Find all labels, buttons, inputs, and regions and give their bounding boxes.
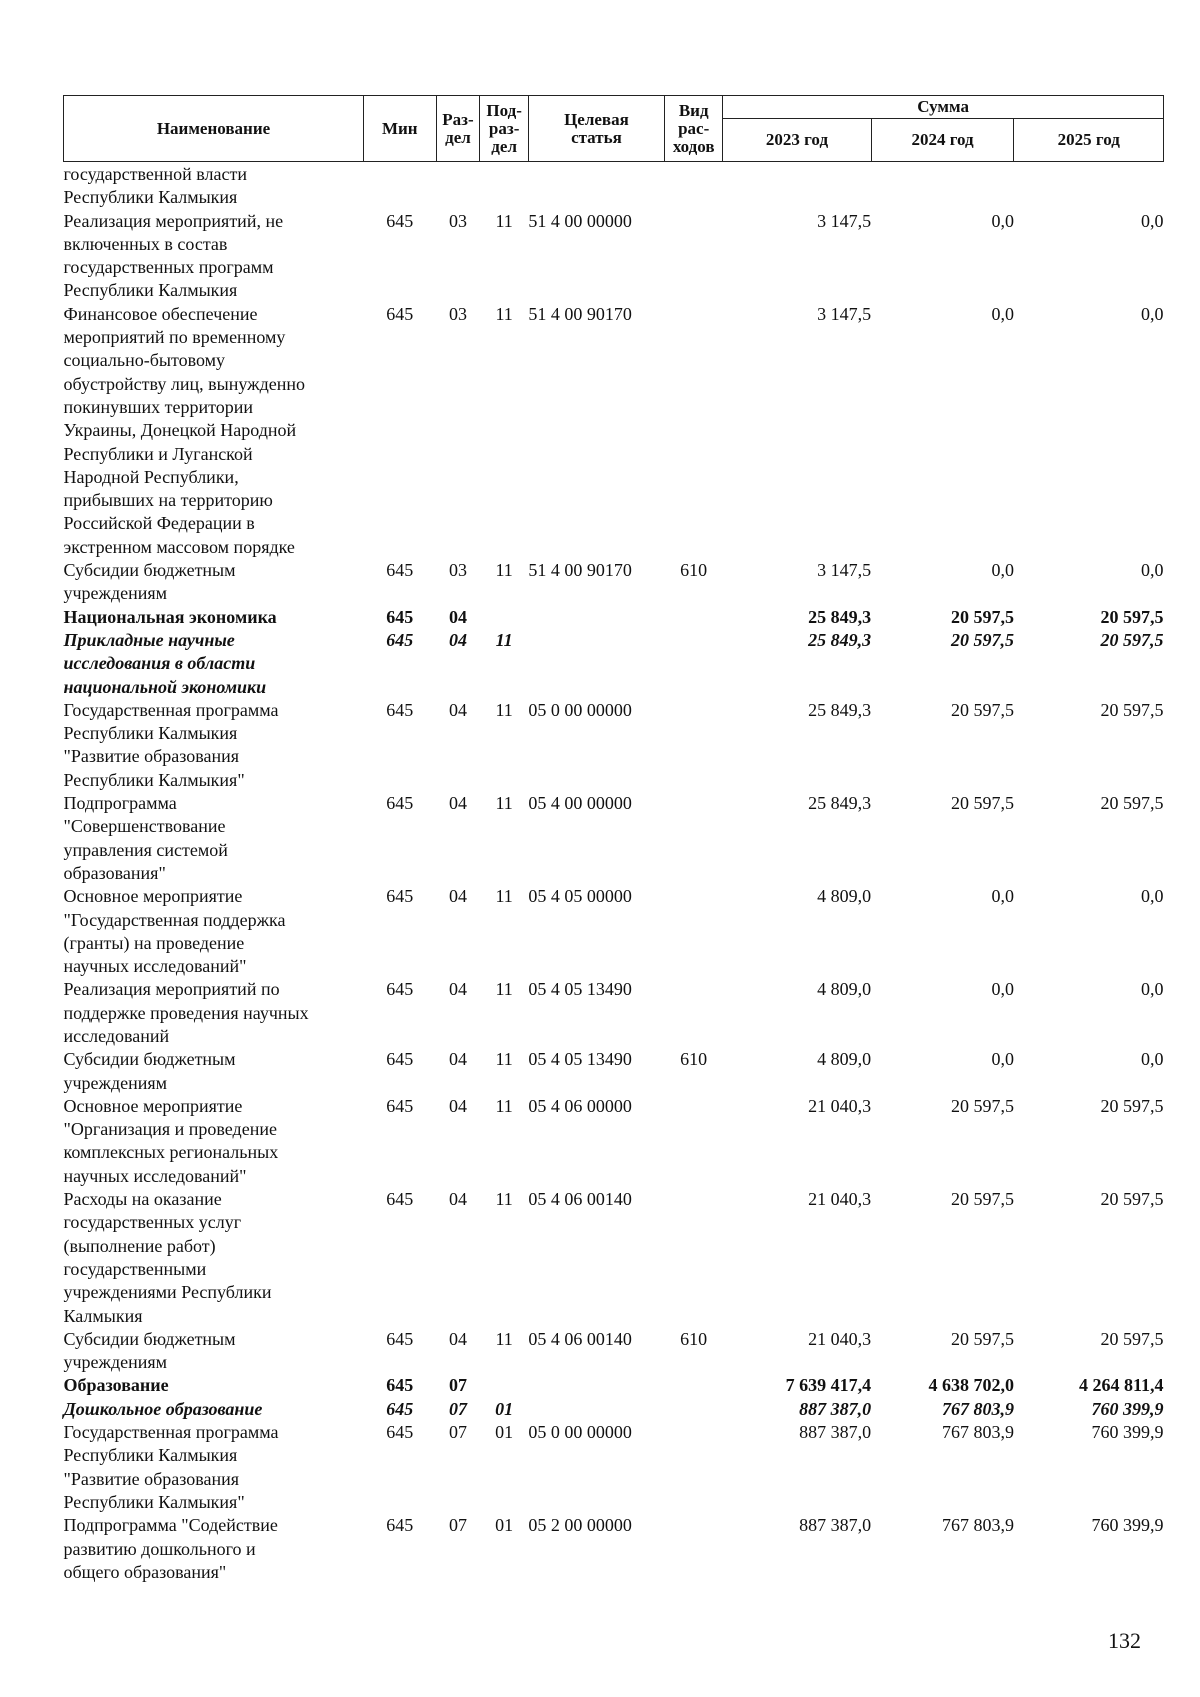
cell-name: Субсидии бюджетным учреждениям [63,1049,236,1093]
cell-2025: 0,0 [1141,1049,1164,1070]
cell-2025: 20 597,5 [1100,1189,1164,1210]
cell-razdel: 04 [448,1189,467,1210]
header-target: Целевая статья [528,96,664,162]
cell-podrazdel [480,606,528,629]
cell-name: Субсидии бюджетным учреждениям [63,560,236,604]
cell-2024 [871,162,1014,210]
table-row [64,1514,1164,1584]
cell-2024: 767 803,9 [941,1422,1014,1443]
cell-target [528,1398,664,1421]
cell-min: 645 [386,606,414,627]
cell-name: Государственная программа Республики Калмыкия "Развитие образования Республики Калмыкия" [63,699,279,790]
cell-vid [665,629,723,699]
cell-vid: 610 [680,560,708,581]
cell-2023: 887 387,0 [799,1515,872,1536]
cell-2025: 20 597,5 [1100,793,1164,814]
cell-razdel: 04 [448,1328,467,1349]
table-row [64,606,1164,629]
cell-target: 05 4 06 00140 [528,1189,632,1210]
cell-min: 645 [386,629,414,650]
cell-min: 645 [386,1398,414,1419]
cell-target: 05 4 05 13490 [528,1049,632,1070]
cell-2025: 20 597,5 [1100,1095,1164,1116]
cell-2023: 25 849,3 [808,793,872,814]
table-row [64,1188,1164,1328]
table-row [64,1374,1164,1397]
cell-razdel: 07 [448,1515,467,1536]
table-row [64,303,1164,559]
cell-2024: 4 638 702,0 [928,1375,1014,1396]
cell-target: 05 4 06 00000 [528,1095,632,1116]
table-row [64,629,1164,699]
cell-target: 05 4 00 00000 [528,793,632,814]
cell-vid [665,1421,723,1514]
header-2025: 2025 год [1014,119,1164,162]
header-summa: Сумма [723,96,1164,119]
cell-podrazdel: 11 [495,699,513,720]
cell-name: Национальная экономика [63,606,277,627]
cell-2025 [1014,162,1164,210]
cell-target: 51 4 00 00000 [528,210,632,231]
budget-table [63,95,1164,1584]
cell-min: 645 [386,1189,414,1210]
table-row [64,1398,1164,1421]
cell-vid [665,1514,723,1584]
cell-2024: 0,0 [991,303,1014,324]
cell-name: Финансовое обеспечение мероприятий по временному социально-бытовому обустройству лиц, вынужденно покинувших территории Украины, Донецкой Народной Республики и Луганской Народной Республики, прибывших на территорию Российской Федерации в экстренном массовом порядке [63,303,306,557]
header-2024: 2024 год [871,119,1014,162]
cell-razdel: 04 [448,606,467,627]
cell-2023: 3 147,5 [817,210,872,231]
cell-2025: 4 264 811,4 [1078,1375,1164,1396]
cell-2025: 20 597,5 [1100,629,1164,650]
table-row [64,210,1164,303]
cell-2025: 0,0 [1141,303,1164,324]
cell-target: 05 4 05 00000 [528,886,632,907]
cell-target: 05 4 05 13490 [528,979,632,1000]
table-row [64,885,1164,978]
cell-podrazdel: 11 [495,1328,513,1349]
cell-razdel: 04 [448,1049,467,1070]
cell-podrazdel: 11 [495,1095,513,1116]
table-row [64,162,1164,210]
cell-2023: 25 849,3 [808,699,872,720]
cell-2024: 0,0 [991,1049,1014,1070]
cell-vid: 610 [680,1049,708,1070]
cell-target: 05 2 00 00000 [528,1515,632,1536]
cell-min: 645 [386,1375,414,1396]
cell-vid [665,606,723,629]
cell-razdel [436,162,480,210]
table-row [64,1421,1164,1514]
header-name: Наименование [64,96,364,162]
cell-min: 645 [386,1422,414,1443]
cell-target [528,606,664,629]
table-row [64,1095,1164,1188]
cell-2024: 20 597,5 [950,1095,1014,1116]
cell-2024: 20 597,5 [950,699,1014,720]
cell-name: Дошкольное образование [63,1398,263,1419]
cell-target: 05 0 00 00000 [528,1422,632,1443]
cell-2025: 760 399,9 [1091,1422,1164,1443]
cell-min: 645 [386,210,414,231]
cell-vid [665,1374,723,1397]
cell-name: государственной власти Республики Калмыкия [63,164,248,208]
cell-podrazdel [480,1374,528,1397]
table-row [64,699,1164,792]
cell-2024: 0,0 [991,210,1014,231]
cell-2024: 20 597,5 [950,629,1014,650]
cell-vid [665,162,723,210]
cell-vid [665,885,723,978]
cell-min: 645 [386,1515,414,1536]
cell-name: Подпрограмма "Содействие развитию дошкольного и общего образования" [63,1515,278,1582]
cell-min: 645 [386,793,414,814]
header-podrazdel: Под- раз- дел [480,96,528,162]
cell-vid [665,210,723,303]
cell-2023: 25 849,3 [808,606,872,627]
cell-razdel: 03 [448,210,467,231]
cell-target [528,1374,664,1397]
cell-podrazdel: 11 [495,560,513,581]
cell-vid [665,303,723,559]
cell-2023: 21 040,3 [808,1189,872,1210]
cell-min: 645 [386,1049,414,1070]
cell-vid [665,1095,723,1188]
cell-2023 [723,162,871,210]
cell-podrazdel: 11 [495,886,513,907]
header-razdel: Раз- дел [436,96,480,162]
cell-razdel: 07 [448,1375,467,1396]
cell-vid [665,1188,723,1328]
cell-name: Подпрограмма "Совершенствование управления системой образования" [63,793,228,883]
cell-2023: 21 040,3 [808,1095,872,1116]
header-vid: Вид рас- ходов [665,96,723,162]
cell-min: 645 [386,1328,414,1349]
cell-2025: 0,0 [1141,560,1164,581]
header-min: Мин [364,96,437,162]
cell-vid [665,699,723,792]
cell-podrazdel: 11 [495,1049,513,1070]
header-2023: 2023 год [723,119,871,162]
cell-2025: 20 597,5 [1100,699,1164,720]
cell-min: 645 [386,1095,414,1116]
cell-2024: 767 803,9 [941,1515,1014,1536]
cell-2024: 20 597,5 [950,793,1014,814]
cell-2023: 21 040,3 [808,1328,872,1349]
cell-2024: 767 803,9 [941,1398,1014,1419]
cell-podrazdel: 11 [495,629,513,650]
cell-vid [665,978,723,1048]
cell-2024: 0,0 [991,979,1014,1000]
cell-2024: 0,0 [991,886,1014,907]
table-row [64,978,1164,1048]
cell-target [528,162,664,210]
cell-2023: 887 387,0 [799,1422,872,1443]
table-body [64,162,1164,1585]
cell-podrazdel: 01 [495,1515,514,1536]
cell-2023: 4 809,0 [817,979,872,1000]
cell-vid [665,792,723,885]
cell-name: Основное мероприятие "Государственная поддержка (гранты) на проведение научных исследований" [63,886,286,977]
cell-2023: 25 849,3 [808,629,872,650]
cell-2024: 20 597,5 [950,1189,1014,1210]
cell-podrazdel [480,162,528,210]
cell-2025: 760 399,9 [1091,1515,1164,1536]
cell-2025: 0,0 [1141,886,1164,907]
cell-podrazdel: 11 [495,210,513,231]
cell-min: 645 [386,979,414,1000]
cell-2025: 760 399,9 [1091,1398,1164,1419]
cell-podrazdel: 11 [495,1189,513,1210]
cell-vid [665,1398,723,1421]
table-row [64,1328,1164,1375]
cell-razdel: 03 [448,560,467,581]
cell-vid: 610 [680,1328,708,1349]
cell-name: Государственная программа Республики Калмыкия "Развитие образования Республики Калмыкия" [63,1422,279,1512]
cell-2024: 20 597,5 [950,606,1014,627]
cell-2023: 7 639 417,4 [785,1375,872,1396]
cell-razdel: 04 [448,793,467,814]
cell-2024: 20 597,5 [950,1328,1014,1349]
cell-target: 51 4 00 90170 [528,303,632,324]
cell-podrazdel: 11 [495,979,513,1000]
cell-name: Прикладные научные исследования в области национальной экономики [63,629,267,697]
cell-name: Основное мероприятие "Организация и проведение комплексных региональных научных исследований" [63,1095,279,1186]
cell-2025: 0,0 [1141,979,1164,1000]
cell-min: 645 [386,303,414,324]
cell-podrazdel: 01 [495,1398,514,1419]
cell-2023: 4 809,0 [817,1049,872,1070]
cell-min [364,162,437,210]
cell-razdel: 04 [448,629,467,650]
cell-podrazdel: 01 [495,1422,514,1443]
cell-razdel: 04 [448,886,467,907]
cell-min: 645 [386,699,414,720]
cell-name: Реализация мероприятий по поддержке проведения научных исследований [63,979,309,1046]
cell-2023: 4 809,0 [817,886,872,907]
cell-name: Образование [63,1375,169,1396]
cell-2025: 0,0 [1141,210,1164,231]
cell-name: Реализация мероприятий, не включенных в состав государственных программ Республики Калмыкия [63,210,284,301]
table-row [64,792,1164,885]
cell-target: 05 4 06 00140 [528,1328,632,1349]
table-row [64,1048,1164,1095]
cell-name: Субсидии бюджетным учреждениям [63,1328,236,1373]
cell-target [528,629,664,699]
cell-min: 645 [386,886,414,907]
cell-target: 51 4 00 90170 [528,560,632,581]
cell-2023: 3 147,5 [817,303,872,324]
page-number: 132 [1108,1628,1141,1653]
cell-min: 645 [386,560,414,581]
cell-razdel: 04 [448,979,467,1000]
cell-2024: 0,0 [991,560,1014,581]
cell-2025: 20 597,5 [1100,1328,1164,1349]
table-row [64,559,1164,606]
cell-razdel: 07 [448,1422,467,1443]
cell-razdel: 07 [448,1398,467,1419]
cell-2023: 887 387,0 [799,1398,872,1419]
cell-razdel: 04 [448,699,467,720]
cell-podrazdel: 11 [495,303,513,324]
cell-name: Расходы на оказание государственных услуг (выполнение работ) государственными учреждениями Республики Калмыкия [63,1189,272,1326]
cell-2025: 20 597,5 [1100,606,1164,627]
cell-razdel: 04 [448,1095,467,1116]
cell-podrazdel: 11 [495,793,513,814]
table-header [64,96,1164,162]
cell-target: 05 0 00 00000 [528,699,632,720]
cell-2023: 3 147,5 [817,560,872,581]
cell-razdel: 03 [448,303,467,324]
